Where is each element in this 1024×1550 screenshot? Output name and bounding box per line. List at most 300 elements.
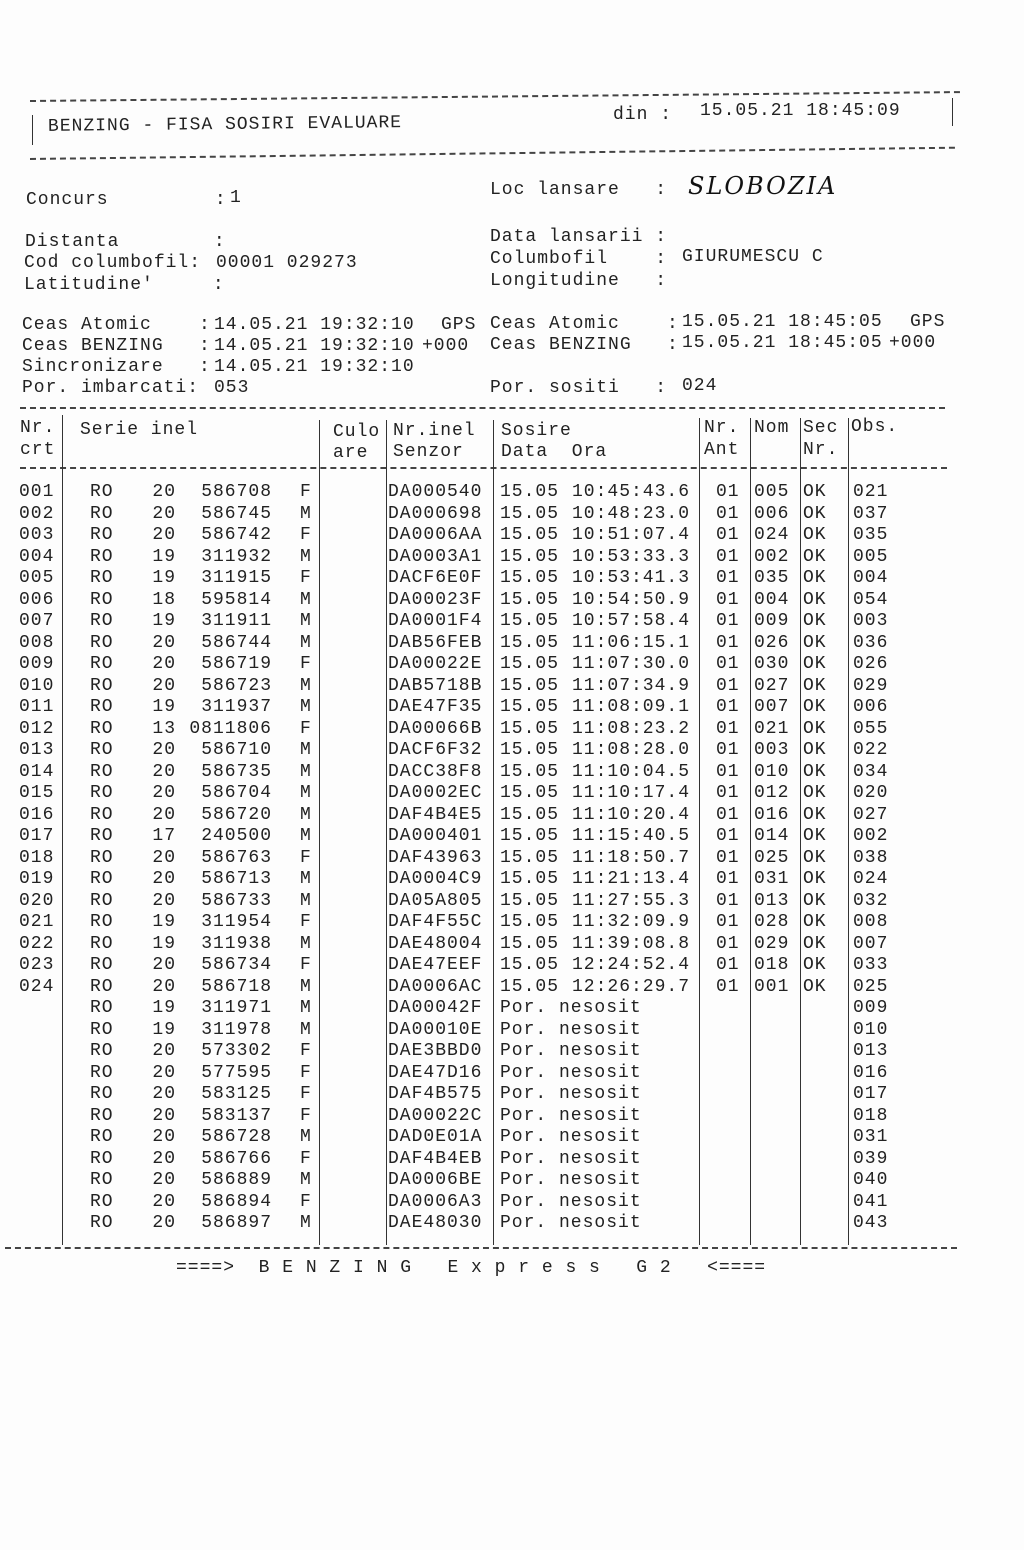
left-clock-suffix: GPS (441, 315, 477, 335)
table-row (0, 998, 1024, 1019)
nom: 021 (754, 718, 790, 739)
year: 19 (152, 933, 176, 954)
nr-ant: 01 (716, 697, 740, 717)
country: RO (90, 869, 114, 889)
obs: 016 (853, 1062, 889, 1083)
ring-number: 586897 (201, 1213, 272, 1233)
year: 19 (152, 611, 176, 631)
arrival-date: Por. nesosit (500, 1062, 642, 1083)
table-row (0, 783, 1024, 804)
sensor-id: DA0003A1 (388, 546, 483, 567)
arrival-date: 15.05 (500, 546, 560, 567)
left-clock-label: Ceas Atomic : (22, 315, 211, 335)
country: RO (90, 654, 114, 674)
nr-ant: 01 (716, 740, 740, 760)
ring-number: 311954 (201, 912, 272, 932)
header-ant: Ant (704, 440, 740, 460)
country: RO (90, 826, 114, 846)
sensor-id: DAE3BBD0 (388, 1041, 483, 1061)
sex: M (300, 890, 312, 911)
table-row (0, 504, 1024, 525)
year: 20 (152, 1170, 176, 1190)
year: 17 (152, 826, 176, 846)
sex: F (300, 568, 312, 588)
loc-lansare-handwritten: SLOBOZIA (688, 172, 838, 200)
obs: 006 (853, 697, 889, 717)
sex: M (300, 826, 312, 846)
ring-number: 586720 (201, 804, 272, 825)
nr-crt: 007 (19, 611, 55, 631)
left-clock-label: Sincronizare : (22, 357, 211, 377)
nom: 029 (754, 933, 790, 954)
header-nr-inel: Nr.inel (393, 421, 476, 441)
nr-crt: 021 (19, 912, 55, 932)
table-row (0, 1084, 1024, 1105)
sensor-id: DA0006AA (388, 525, 483, 545)
year: 20 (152, 503, 176, 524)
right-clock-suffix: +000 (889, 333, 937, 353)
country: RO (90, 1019, 114, 1040)
table-row (0, 633, 1024, 654)
sex: M (300, 503, 312, 524)
header-right-border (952, 98, 953, 126)
ring-number: 583137 (201, 1105, 272, 1126)
sex: M (300, 675, 312, 696)
sex: M (300, 933, 312, 954)
sex: M (300, 740, 312, 760)
obs: 022 (853, 740, 889, 760)
obs: 027 (853, 804, 889, 825)
sec-nr: OK (803, 482, 827, 502)
year: 20 (152, 482, 176, 502)
year: 19 (152, 912, 176, 932)
nr-crt: 019 (19, 869, 55, 889)
ring-number: 311911 (201, 611, 272, 631)
nr-ant: 01 (716, 890, 740, 911)
sensor-id: DAE48030 (388, 1213, 483, 1233)
year: 20 (152, 525, 176, 545)
table-row (0, 1106, 1024, 1127)
header-nom: Nom (754, 418, 790, 438)
country: RO (90, 1148, 114, 1169)
nr-crt: 017 (19, 826, 55, 846)
table-row (0, 676, 1024, 697)
table-row (0, 719, 1024, 740)
arrival-time: 10:57:58.4 (572, 611, 691, 631)
right-clock-value: 15.05.21 18:45:05 (682, 312, 883, 332)
right-clock-value: 15.05.21 18:45:05 (682, 333, 883, 353)
ring-number: 586704 (201, 783, 272, 803)
table-row (0, 848, 1024, 869)
sex: M (300, 804, 312, 825)
table-row (0, 1170, 1024, 1191)
arrival-time: 10:53:33.3 (572, 546, 691, 567)
sec-nr: OK (803, 761, 827, 782)
nr-crt: 002 (19, 503, 55, 524)
nr-ant: 01 (716, 482, 740, 502)
nr-ant: 01 (716, 718, 740, 739)
country: RO (90, 1170, 114, 1190)
sec-nr: OK (803, 740, 827, 760)
nr-ant: 01 (716, 761, 740, 782)
ring-number: 586744 (201, 632, 272, 653)
ring-number: 586708 (201, 482, 272, 502)
sensor-id: DAE47EEF (388, 955, 483, 975)
nr-ant: 01 (716, 632, 740, 653)
nr-crt: 020 (19, 890, 55, 911)
year: 20 (152, 976, 176, 997)
ring-number: 586718 (201, 976, 272, 997)
nom: 028 (754, 912, 790, 932)
obs: 009 (853, 998, 889, 1018)
table-row (0, 568, 1024, 589)
obs: 008 (853, 912, 889, 932)
nr-ant: 01 (716, 847, 740, 868)
obs: 003 (853, 611, 889, 631)
arrival-date: Por. nesosit (500, 1213, 642, 1233)
sensor-id: DACF6F32 (388, 740, 483, 760)
table-row (0, 891, 1024, 912)
arrival-date: 15.05 (500, 933, 560, 954)
sex: M (300, 611, 312, 631)
country: RO (90, 589, 114, 610)
nom: 024 (754, 525, 790, 545)
table-row (0, 934, 1024, 955)
table-row (0, 590, 1024, 611)
arrival-date: 15.05 (500, 675, 560, 696)
year: 19 (152, 1019, 176, 1040)
imbarcati-value: 053 (214, 378, 250, 398)
sex: F (300, 1105, 312, 1126)
nom: 030 (754, 654, 790, 674)
sec-nr: OK (803, 847, 827, 868)
table-row (0, 740, 1024, 761)
obs: 020 (853, 783, 889, 803)
obs: 038 (853, 847, 889, 868)
arrival-date: 15.05 (500, 525, 560, 545)
nr-crt: 012 (19, 718, 55, 739)
obs: 017 (853, 1084, 889, 1104)
ring-number: 311938 (201, 933, 272, 954)
ring-number: 586889 (201, 1170, 272, 1190)
header-sosire: Sosire (501, 421, 572, 441)
year: 19 (152, 697, 176, 717)
arrival-time: 11:18:50.7 (572, 847, 691, 868)
sensor-id: DA0006BE (388, 1170, 483, 1190)
country: RO (90, 1084, 114, 1104)
sensor-id: DAE47F35 (388, 697, 483, 717)
obs: 025 (853, 976, 889, 997)
arrival-date: Por. nesosit (500, 1105, 642, 1126)
table-top-rule (20, 407, 945, 409)
country: RO (90, 890, 114, 911)
arrival-date: Por. nesosit (500, 1191, 642, 1212)
sec-nr: OK (803, 611, 827, 631)
nom: 010 (754, 761, 790, 782)
header-culoare-2: are (333, 443, 369, 463)
arrival-time: 10:45:43.6 (572, 482, 691, 502)
obs: 040 (853, 1170, 889, 1190)
table-row (0, 1020, 1024, 1041)
nom: 016 (754, 804, 790, 825)
right-clock-label: Ceas BENZING : (490, 335, 679, 355)
arrival-date: 15.05 (500, 976, 560, 997)
loc-lansare-label: Loc lansare : (490, 180, 668, 200)
obs: 002 (853, 826, 889, 846)
sex: M (300, 632, 312, 653)
country: RO (90, 546, 114, 567)
obs: 036 (853, 632, 889, 653)
arrival-time: 11:32:09.9 (572, 912, 691, 932)
sex: F (300, 1148, 312, 1169)
sensor-id: DA00022E (388, 654, 483, 674)
country: RO (90, 1191, 114, 1212)
sex: M (300, 783, 312, 803)
arrival-date: 15.05 (500, 826, 560, 846)
nr-ant: 01 (716, 675, 740, 696)
ring-number: 0811806 (189, 718, 272, 739)
ring-number: 586713 (201, 869, 272, 889)
year: 20 (152, 654, 176, 674)
sec-nr: OK (803, 783, 827, 803)
obs: 004 (853, 568, 889, 588)
country: RO (90, 482, 114, 502)
sensor-id: DAF4B4E5 (388, 804, 483, 825)
header-serie-inel: Serie inel (80, 420, 199, 440)
year: 20 (152, 1213, 176, 1233)
arrival-date: 15.05 (500, 611, 560, 631)
header-nr-crt: Nr. (20, 418, 56, 438)
nom: 018 (754, 955, 790, 975)
obs: 005 (853, 546, 889, 567)
ring-number: 583125 (201, 1084, 272, 1104)
nr-ant: 01 (716, 826, 740, 846)
country: RO (90, 783, 114, 803)
sensor-id: DA000540 (388, 482, 483, 502)
arrival-date: 15.05 (500, 654, 560, 674)
sensor-id: DAD0E01A (388, 1127, 483, 1147)
year: 20 (152, 632, 176, 653)
country: RO (90, 503, 114, 524)
country: RO (90, 933, 114, 954)
year: 19 (152, 998, 176, 1018)
nom: 025 (754, 847, 790, 868)
year: 20 (152, 783, 176, 803)
year: 20 (152, 1127, 176, 1147)
ring-number: 311971 (201, 998, 272, 1018)
ring-number: 240500 (201, 826, 272, 846)
year: 20 (152, 1062, 176, 1083)
header-sec-nr: Nr. (803, 440, 839, 460)
sensor-id: DACC38F8 (388, 761, 483, 782)
table-row (0, 912, 1024, 933)
nr-ant: 01 (716, 976, 740, 997)
table-row (0, 547, 1024, 568)
left-clock-value: 14.05.21 19:32:10 (214, 336, 415, 356)
sec-nr: OK (803, 718, 827, 739)
sensor-id: DAB5718B (388, 675, 483, 696)
longitudine-label: Longitudine : (490, 271, 668, 291)
sex: M (300, 697, 312, 717)
arrival-date: 15.05 (500, 890, 560, 911)
nr-crt: 023 (19, 955, 55, 975)
year: 20 (152, 890, 176, 911)
sensor-id: DA00023F (388, 589, 483, 610)
nr-crt: 016 (19, 804, 55, 825)
sex: F (300, 1191, 312, 1212)
sensor-id: DAE47D16 (388, 1062, 483, 1083)
ring-number: 595814 (201, 589, 272, 610)
table-row (0, 762, 1024, 783)
sensor-id: DAF43963 (388, 847, 483, 868)
obs: 055 (853, 718, 889, 739)
sensor-id: DA000698 (388, 503, 483, 524)
country: RO (90, 804, 114, 825)
sec-nr: OK (803, 890, 827, 911)
nr-crt: 015 (19, 783, 55, 803)
obs: 043 (853, 1213, 889, 1233)
nr-ant: 01 (716, 611, 740, 631)
arrival-date: 15.05 (500, 482, 560, 502)
country: RO (90, 525, 114, 545)
right-clock-label: Ceas Atomic : (490, 314, 679, 334)
arrival-date: 15.05 (500, 718, 560, 739)
sex: M (300, 998, 312, 1018)
arrival-date: Por. nesosit (500, 1148, 642, 1169)
report-date-value: 15.05.21 18:45:09 (700, 101, 901, 121)
arrival-date: Por. nesosit (500, 998, 642, 1018)
arrival-time: 11:10:20.4 (572, 804, 691, 825)
nr-ant: 01 (716, 568, 740, 588)
ring-number: 586710 (201, 740, 272, 760)
nom: 005 (754, 482, 790, 502)
table-header-rule (20, 467, 947, 469)
arrival-date: 15.05 (500, 740, 560, 760)
sec-nr: OK (803, 869, 827, 889)
sex: F (300, 847, 312, 868)
nr-ant: 01 (716, 654, 740, 674)
report-date-label: din : (613, 105, 673, 125)
arrival-time: 11:10:17.4 (572, 783, 691, 803)
sensor-id: DAF4F55C (388, 912, 483, 932)
obs: 032 (853, 890, 889, 911)
latitudine-label: Latitudine' : (24, 275, 225, 295)
arrival-time: 11:08:28.0 (572, 740, 691, 760)
nr-ant: 01 (716, 546, 740, 567)
sec-nr: OK (803, 503, 827, 524)
sensor-id: DA0006A3 (388, 1191, 483, 1212)
sensor-id: DA0006AC (388, 976, 483, 997)
sositi-value: 024 (682, 376, 718, 396)
sec-nr: OK (803, 525, 827, 545)
nr-ant: 01 (716, 955, 740, 975)
nr-ant: 01 (716, 503, 740, 524)
nom: 006 (754, 503, 790, 524)
sec-nr: OK (803, 546, 827, 567)
table-row (0, 977, 1024, 998)
nom: 001 (754, 976, 790, 997)
year: 20 (152, 1191, 176, 1212)
year: 18 (152, 589, 176, 610)
obs: 039 (853, 1148, 889, 1169)
year: 20 (152, 1041, 176, 1061)
arrival-date: Por. nesosit (500, 1170, 642, 1190)
header-left-border (32, 115, 33, 145)
obs: 031 (853, 1127, 889, 1147)
arrival-date: 15.05 (500, 804, 560, 825)
table-row (0, 611, 1024, 632)
header-sec: Sec (803, 418, 839, 438)
left-clock-value: 14.05.21 19:32:10 (214, 315, 415, 335)
ring-number: 586723 (201, 675, 272, 696)
nr-crt: 001 (19, 482, 55, 502)
ring-number: 586766 (201, 1148, 272, 1169)
nr-ant: 01 (716, 804, 740, 825)
arrival-time: 11:15:40.5 (572, 826, 691, 846)
sensor-id: DA05A805 (388, 890, 483, 911)
sex: M (300, 1170, 312, 1190)
sex: F (300, 1062, 312, 1083)
country: RO (90, 1041, 114, 1061)
right-clock-suffix: GPS (910, 312, 946, 332)
sex: F (300, 1041, 312, 1061)
arrival-time: 12:24:52.4 (572, 955, 691, 975)
nr-ant: 01 (716, 912, 740, 932)
sensor-id: DAB56FEB (388, 632, 483, 653)
table-row (0, 1149, 1024, 1170)
year: 20 (152, 955, 176, 975)
ring-number: 586745 (201, 503, 272, 524)
concurs-label: Concurs : (26, 190, 227, 210)
imbarcati-label: Por. imbarcati: (22, 378, 200, 398)
sec-nr: OK (803, 976, 827, 997)
obs: 021 (853, 482, 889, 502)
columbofil-label: Columbofil : (490, 249, 668, 269)
arrival-time: 11:07:30.0 (572, 654, 691, 674)
ring-number: 586894 (201, 1191, 272, 1212)
sensor-id: DAF4B575 (388, 1084, 483, 1104)
country: RO (90, 998, 114, 1018)
sensor-id: DA00010E (388, 1019, 483, 1040)
obs: 029 (853, 675, 889, 696)
left-clock-suffix: +000 (422, 336, 470, 356)
arrival-date: 15.05 (500, 761, 560, 782)
sensor-id: DA0001F4 (388, 611, 483, 631)
arrival-time: 10:54:50.9 (572, 589, 691, 610)
country: RO (90, 847, 114, 868)
country: RO (90, 1062, 114, 1083)
arrival-date: Por. nesosit (500, 1084, 642, 1104)
nr-crt: 005 (19, 568, 55, 588)
sex: M (300, 1019, 312, 1040)
sex: F (300, 955, 312, 975)
nom: 013 (754, 890, 790, 911)
country: RO (90, 976, 114, 997)
arrival-time: 10:48:23.0 (572, 503, 691, 524)
header-culoare: Culo (333, 422, 381, 442)
nr-crt: 018 (19, 847, 55, 868)
table-row (0, 482, 1024, 503)
cod-columbofil-value: 00001 029273 (216, 253, 358, 273)
nr-ant: 01 (716, 525, 740, 545)
arrival-date: Por. nesosit (500, 1019, 642, 1040)
table-row (0, 1127, 1024, 1148)
obs: 018 (853, 1105, 889, 1126)
arrival-time: 11:08:23.2 (572, 718, 691, 739)
country: RO (90, 611, 114, 631)
ring-number: 586733 (201, 890, 272, 911)
year: 20 (152, 1105, 176, 1126)
